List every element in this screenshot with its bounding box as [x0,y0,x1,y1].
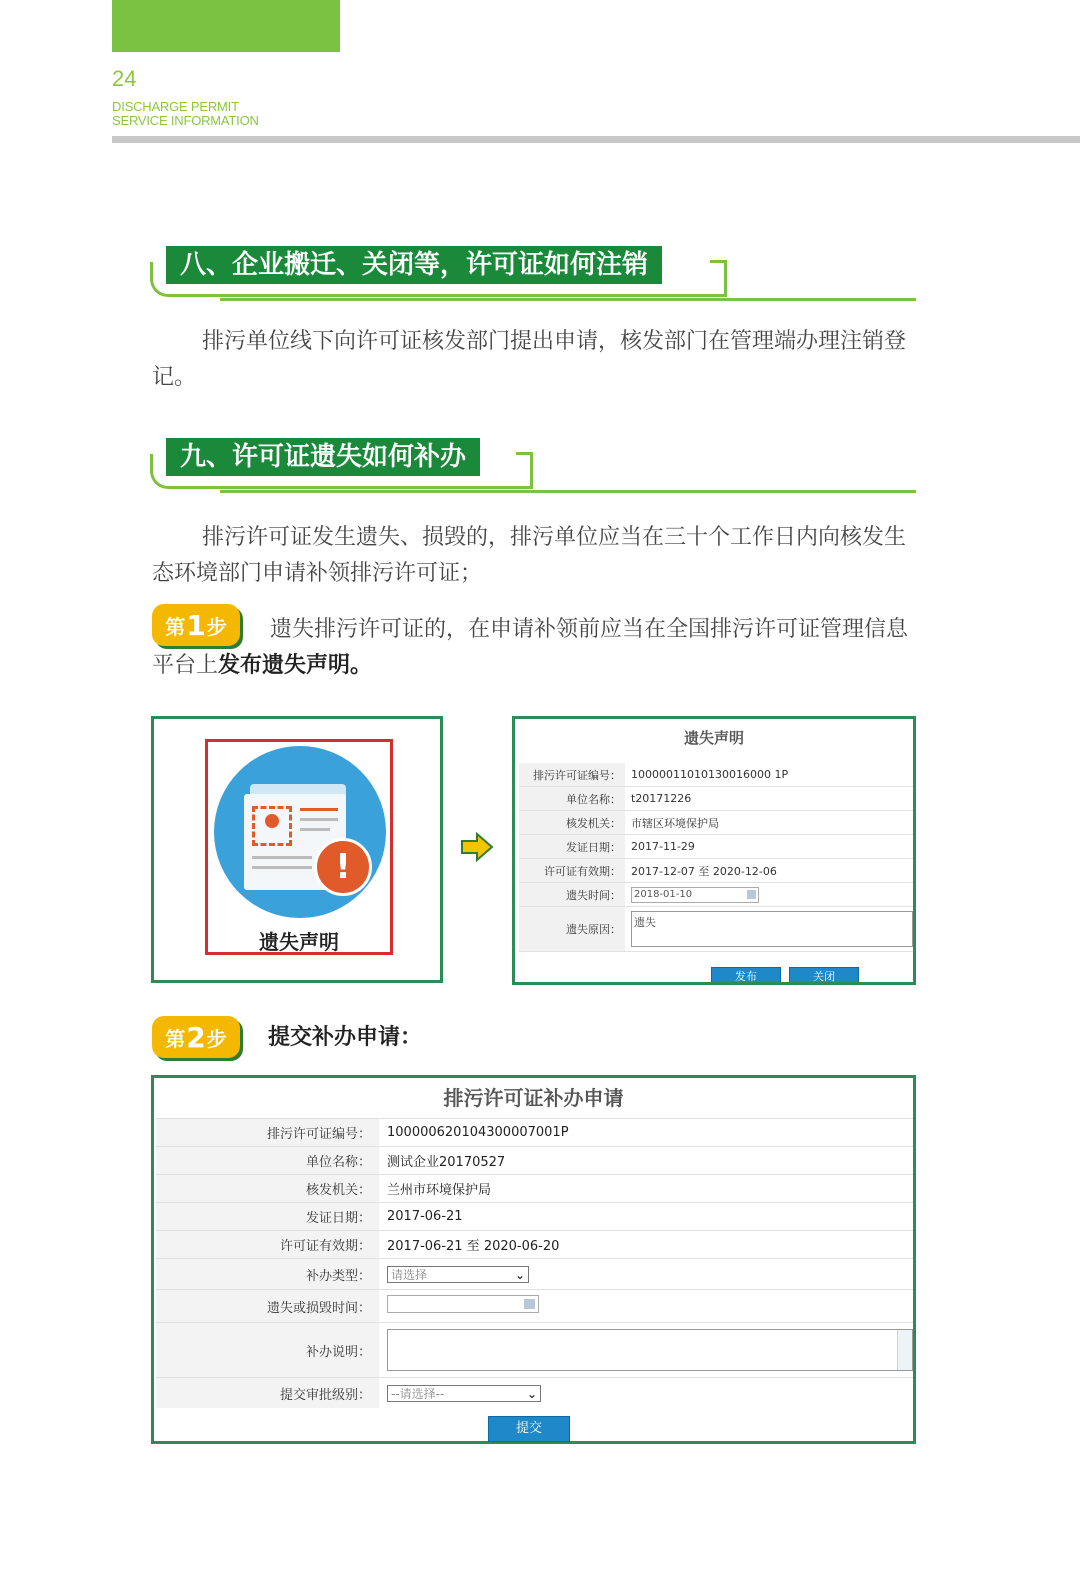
lost-document-icon [214,746,386,918]
section-9-title: 九、许可证遗失如何补办 [166,438,480,476]
form-row: 核发机关： 兰州市环境保护局 [156,1175,913,1203]
reissue-form-title: 排污许可证补办申请 [443,1086,624,1110]
section-8-heading [150,246,920,306]
lost-declaration-tile[interactable] [205,739,393,955]
close-button[interactable]: 关闭 [789,967,859,985]
section-8-title: 八、企业搬迁、关闭等，许可证如何注销 [166,246,662,284]
form-row: 遗失原因： 遗失 [519,907,913,952]
step-2-text: 提交补办申请： [268,1025,423,1050]
lost-or-damaged-date-input[interactable] [387,1295,539,1313]
section-8-body: 排污单位线下向许可证核发部门提出申请，核发部门在管理端办理注销登记。 [152,329,907,390]
section-9-heading [150,438,920,498]
lost-time-input[interactable]: 2018-01-10 [631,887,759,903]
form-row: 排污许可证编号： 10000011010130016000 1P [519,763,913,787]
publish-button[interactable]: 发布 [711,967,781,985]
reissue-form [151,1075,916,1444]
calendar-icon[interactable] [747,890,756,899]
form-row: 遗失时间： 2018-01-10 [519,883,913,907]
certificate-seal-icon [252,806,292,846]
form-row: 发证日期： 2017-11-29 [519,835,913,859]
form-row: 许可证有效期： 2017-12-07 至 2020-12-06 [519,859,913,883]
submit-button[interactable]: 提交 [488,1416,570,1442]
reissue-form-table [156,1118,913,1408]
step-1-text: 遗失排污许可证的，在申请补领前应当在全国排污许可证管理信息平台上发布遗失声明。 [152,617,909,678]
arrow-right-icon [460,832,494,862]
approval-level-select[interactable]: --请选择-- ⌄ [387,1385,541,1402]
declaration-form-title: 遗失声明 [683,729,744,747]
form-row: 提交审批级别： --请选择-- ⌄ [156,1378,913,1409]
form-row: 单位名称： 测试企业20170527 [156,1147,913,1175]
form-row: 单位名称： t20171226 [519,787,913,811]
header-color-block [112,0,340,52]
brand-text [112,100,259,128]
form-row: 补办说明： [156,1323,913,1378]
scrollbar[interactable] [897,1330,912,1370]
warning-icon: ! [314,838,372,896]
header-divider [112,136,1080,143]
lost-reason-textarea[interactable]: 遗失 [631,911,913,947]
section-9-body: 排污许可证发生遗失、损毁的，排污单位应当在三十个工作日内向核发生态环境部门申请补领排污许可证； [152,525,907,586]
declaration-form-table [519,763,913,952]
declaration-form [512,716,916,985]
step-2-badge: 第 2 步 [152,1016,240,1058]
calendar-icon[interactable] [524,1299,535,1309]
form-row: 发证日期： 2017-06-21 [156,1203,913,1231]
page-number: 24 [112,66,137,91]
lost-declaration-panel [151,716,443,983]
form-row: 许可证有效期： 2017-06-21 至 2020-06-20 [156,1231,913,1259]
form-row: 补办类型： 请选择 ⌄ [156,1259,913,1290]
reissue-note-textarea[interactable] [387,1329,913,1371]
chevron-down-icon: ⌄ [526,1386,537,1401]
lost-declaration-label: 遗失声明 [259,930,339,954]
brand-line-1: DISCHARGE PERMIT [112,99,239,114]
step-1-badge: 第 1 步 [152,604,240,646]
form-row: 核发机关： 市辖区环境保护局 [519,811,913,835]
chevron-down-icon: ⌄ [514,1267,525,1282]
form-row: 排污许可证编号： 100000620104300007001P [156,1119,913,1147]
reissue-type-select[interactable]: 请选择 ⌄ [387,1266,529,1283]
form-row: 遗失或损毁时间： [156,1290,913,1323]
brand-line-2: SERVICE INFORMATION [112,113,259,128]
